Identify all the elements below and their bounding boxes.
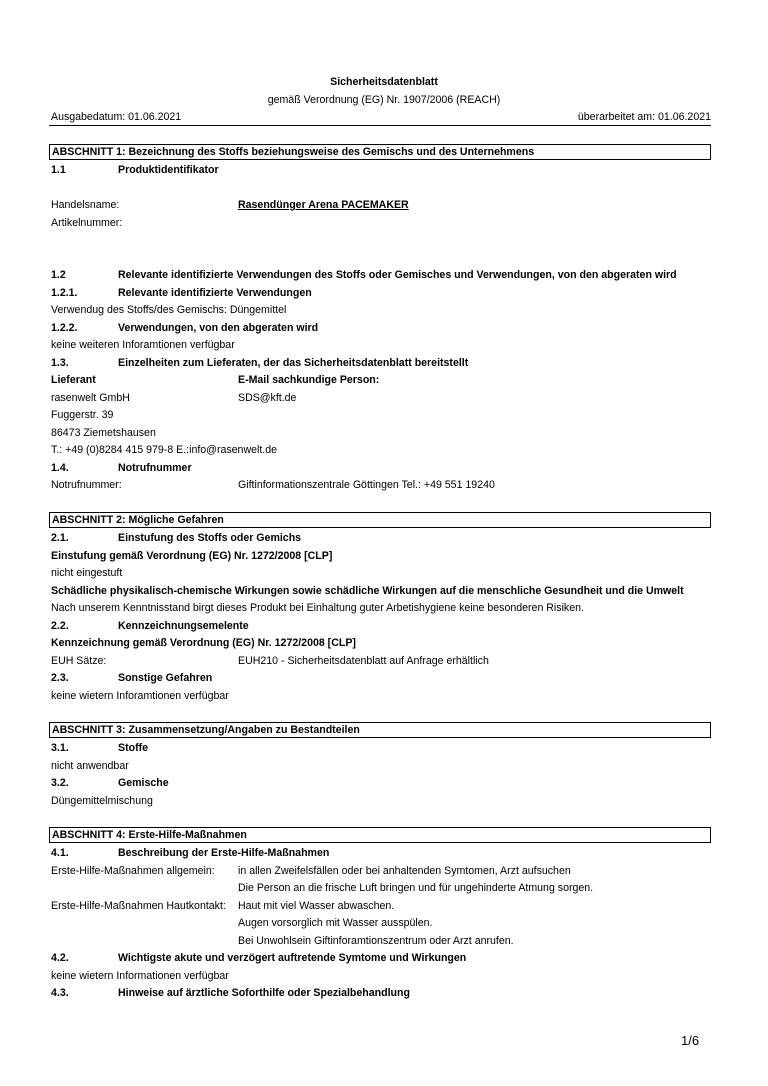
supplier-heading: Lieferant (51, 374, 96, 386)
subsection-number: 4.2. (51, 952, 69, 964)
effects-text: Nach unserem Kenntnisstand birgt dieses Produkt bei Einhaltung guter Arbetishygiene keine besonderen Risiken. (51, 602, 584, 614)
emergency-value: Giftinformationszentrale Göttingen Tel.: +49 551 19240 (238, 479, 495, 491)
supplier-city: 86473 Ziemetshausen (51, 427, 156, 439)
subsection-number: 4.1. (51, 847, 69, 859)
first-aid-general-label: Erste-Hilfe-Maßnahmen allgemein: (51, 865, 215, 877)
subsection-heading: Beschreibung der Erste-Hilfe-Maßnahmen (118, 847, 330, 859)
document-title: Sicherheitsdatenblatt (330, 76, 438, 88)
first-aid-skin-line: Haut mit viel Wasser abwaschen. (238, 900, 395, 912)
subsection-number: 2.3. (51, 672, 69, 684)
first-aid-general-line: Die Person an die frische Luft bringen und für ungehinderte Atmung sorgen. (238, 882, 594, 894)
subsection-number: 2.1. (51, 532, 69, 544)
subsection-number: 2.2. (51, 620, 69, 632)
classification-text: nicht eingestuft (51, 567, 123, 579)
subsection-heading: Verwendungen, von den abgeraten wird (118, 322, 319, 334)
subsection-heading: Produktidentifikator (118, 164, 219, 176)
header-rule (49, 125, 711, 126)
emergency-label: Notrufnummer: (51, 479, 122, 491)
trade-name-value: Rasendünger Arena PACEMAKER (238, 199, 409, 211)
article-number-label: Artikelnummer: (51, 217, 123, 229)
use-text: Verwendug des Stoffs/des Gemischs: Düngemittel (51, 304, 287, 316)
supplier-name: rasenwelt GmbH (51, 392, 130, 404)
euh-label: EUH Sätze: (51, 655, 107, 667)
subsection-number: 4.3. (51, 987, 69, 999)
first-aid-skin-label: Erste-Hilfe-Maßnahmen Hautkontakt: (51, 900, 226, 912)
subsection-heading: Einzelheiten zum Lieferaten, der das Sicherheitsdatenblatt bereitstellt (118, 357, 469, 369)
subsection-heading: Stoffe (118, 742, 149, 754)
section-1-title: ABSCHNITT 1: Bezeichnung des Stoffs beziehungsweise des Gemischs und des Unternehmens (52, 146, 535, 158)
clp-labelling-heading: Kennzeichnung gemäß Verordnung (EG) Nr. 1272/2008 [CLP] (51, 637, 356, 649)
section-3-title: ABSCHNITT 3: Zusammensetzung/Angaben zu Bestandteilen (52, 724, 360, 736)
trade-name-label: Handelsname: (51, 199, 120, 211)
subsection-heading: Relevante identifizierte Verwendungen des Stoffs oder Gemisches und Verwendungen, von den abgeraten wird (118, 269, 677, 281)
no-info-text: keine weiteren Inforamtionen verfügbar (51, 339, 235, 351)
no-info-text: keine wietern Informationen verfügbar (51, 970, 229, 982)
supplier-contact: T.: +49 (0)8284 415 979-8 E.:info@rasenwelt.de (51, 444, 278, 456)
subsection-heading: Kennzeichnungsemelente (118, 620, 249, 632)
subsection-heading: Notrufnummer (118, 462, 192, 474)
subsection-heading: Einstufung des Stoffs oder Gemichs (118, 532, 302, 544)
section-2-title: ABSCHNITT 2: Mögliche Gefahren (52, 514, 224, 526)
supplier-email: SDS@kft.de (238, 392, 297, 404)
section-4-title: ABSCHNITT 4: Erste-Hilfe-Maßnahmen (52, 829, 247, 841)
subsection-number: 1.2.2. (51, 322, 78, 334)
section-2-header (49, 512, 711, 528)
first-aid-skin-line: Augen vorsorglich mit Wasser ausspülen. (238, 917, 433, 929)
euh-value: EUH210 - Sicherheitsdatenblatt auf Anfrage erhältlich (238, 655, 489, 667)
mixture-text: Düngemittelmischung (51, 795, 153, 807)
first-aid-general-line: in allen Zweifelsfällen oder bei anhaltenden Symtomen, Arzt aufsuchen (238, 865, 571, 877)
page-number: 1/6 (681, 1033, 700, 1048)
section-3-header (49, 722, 711, 738)
subsection-number: 3.2. (51, 777, 69, 789)
subsection-number: 1.2 (51, 269, 66, 281)
supplier-street: Fuggerstr. 39 (51, 409, 114, 421)
issue-date: Ausgabedatum: 01.06.2021 (51, 111, 182, 123)
subsection-number: 1.2.1. (51, 287, 78, 299)
subsection-number: 1.3. (51, 357, 69, 369)
subsection-heading: Hinweise auf ärztliche Soforthilfe oder Spezialbehandlung (118, 987, 410, 999)
email-heading: E-Mail sachkundige Person: (238, 374, 380, 386)
subsection-number: 1.4. (51, 462, 69, 474)
subsection-heading: Gemische (118, 777, 169, 789)
effects-heading: Schädliche physikalisch-chemische Wirkungen sowie schädliche Wirkungen auf die menschliche Gesundheit und die Umwelt (51, 585, 684, 597)
first-aid-skin-line: Bei Unwohlsein Giftinforamtionszentrum oder Arzt anrufen. (238, 935, 514, 947)
subsection-heading: Relevante identifizierte Verwendungen (118, 287, 312, 299)
not-applicable-text: nicht anwendbar (51, 760, 129, 772)
section-1-header (49, 144, 711, 160)
subsection-number: 1.1 (51, 164, 66, 176)
no-info-text: keine wietern Inforamtionen verfügbar (51, 690, 229, 702)
subsection-heading: Sonstige Gefahren (118, 672, 213, 684)
document-subtitle: gemäß Verordnung (EG) Nr. 1907/2006 (REACH) (267, 94, 501, 106)
revision-date: überarbeitet am: 01.06.2021 (577, 111, 711, 123)
subsection-number: 3.1. (51, 742, 69, 754)
clp-classification-heading: Einstufung gemäß Verordnung (EG) Nr. 1272/2008 [CLP] (51, 550, 333, 562)
section-4-header (49, 827, 711, 843)
subsection-heading: Wichtigste akute und verzögert auftretende Symtome und Wirkungen (118, 952, 467, 964)
